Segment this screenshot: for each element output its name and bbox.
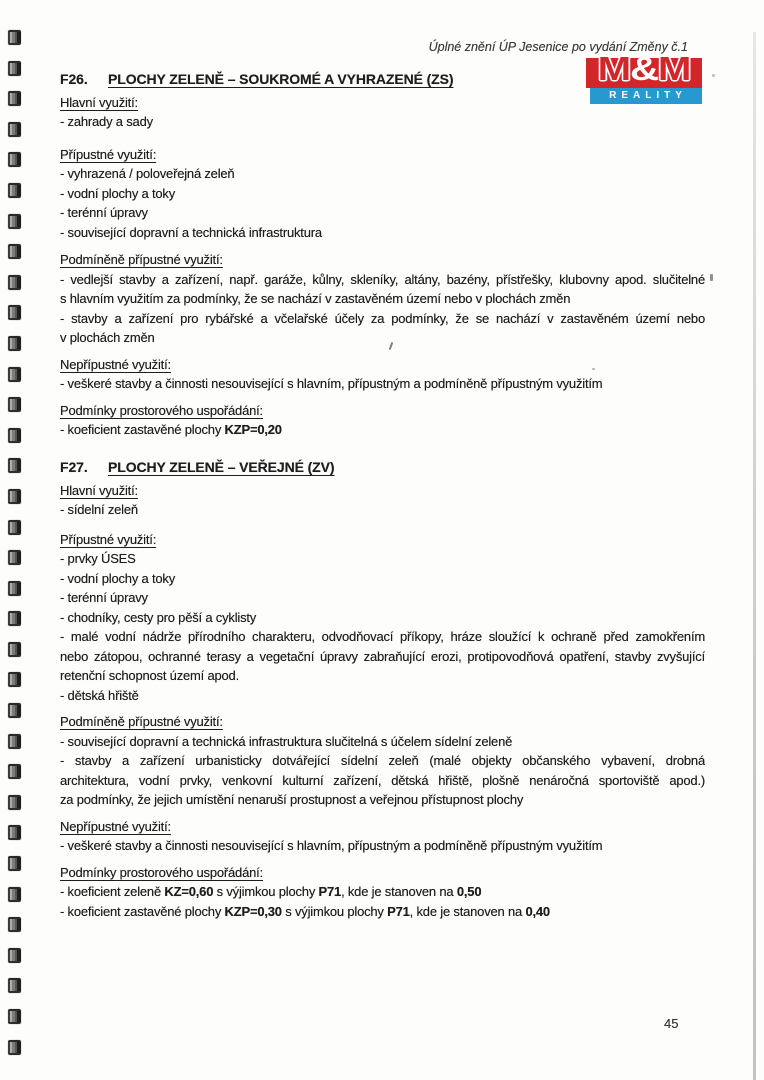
binding-mark [8,183,21,198]
list-item: - chodníky, cesty pro pěší a cyklisty [60,609,257,625]
paragraph-line: s hlavním využitím za podmínky, že se nachází v zastavěném území nebo v plochách změn [60,291,571,306]
paragraph-line: za podmínky, že jejich umístění nenaruší prostupnost a veřejnou přístupnost plochy [60,792,524,807]
group-hlavni-vyuziti [60,481,705,520]
logo-red-box [586,50,702,88]
binding-mark [8,214,21,229]
list-item: - související dopravní a technická infrastruktura slučitelná s účelem sídelní zeleně [60,733,513,749]
coefficient-line: - koeficient zeleně KZ=0,60 s výjimkou plochy P71, kde je stanoven na 0,50 [60,884,482,899]
binding-mark [8,917,21,932]
binding-mark [8,152,21,167]
binding-marks [8,30,21,1055]
group-label: Hlavní využití: [60,94,138,110]
scan-artifact [712,74,715,77]
binding-mark [8,611,21,626]
plocha-ref: P71 [387,903,410,919]
binding-mark [8,887,21,902]
paragraph-line: - malé vodní nádrže přírodního charakteru, odvodňovací příkopy, hráze sloužící k ochraně před zamokřením [60,629,705,644]
binding-mark [8,244,21,259]
paragraph-line: nebo zátopou, ochranné terasy a vegetační úpravy zabraňující erozi, protipovodňová opatření, stavby zvyšující [60,648,705,664]
binding-mark [8,1009,21,1024]
list-item: - veškeré stavby a činnosti nesouvisející s hlavním, přípustným a podmíněně přípustným využitím [60,376,603,391]
binding-mark [8,489,21,504]
group-podminene-pripustne [60,712,705,810]
binding-mark [8,1040,21,1055]
logo-reality-bar: REALITY [590,88,702,104]
binding-mark [8,275,21,290]
coefficient-line: - koeficient zastavěné plochy KZP=0,20 [60,422,282,437]
group-podminene-pripustne [60,250,705,348]
section-number: F27. [60,459,88,475]
binding-mark [8,856,21,871]
group-nepripustne [60,355,705,394]
group-label: Podmínky prostorového uspořádání: [60,864,263,880]
group-podminky-prostoroveho [60,401,705,440]
binding-mark [8,978,21,993]
group-pripustne-vyuziti [60,145,705,243]
kz-exception-value: 0,50 [456,884,482,899]
binding-mark [8,428,21,443]
header-note: Úplné znění ÚP Jesenice po vydání Změny č.1 [428,40,688,54]
list-item: - zahrady a sady [60,114,153,129]
list-item: - vodní plochy a toky [60,185,176,201]
list-item: - dětská hřiště [60,687,139,703]
group-label: Podmínky prostorového uspořádání: [60,402,263,418]
section-number: F26. [60,71,88,87]
section-title: PLOCHY ZELENĚ – VEŘEJNÉ (ZV) [108,459,335,475]
paragraph-line: - vedlejší stavby a zařízení, např. garáže, kůlny, skleníky, altány, bazény, přístřešky, klubovny apod. slučitelné [60,271,705,287]
group-label: Hlavní využití: [60,482,138,498]
plocha-ref: P71 [318,884,342,899]
binding-mark [8,581,21,596]
binding-mark [8,367,21,382]
binding-mark [8,825,21,840]
kz-value: KZ=0,60 [164,884,214,899]
kzp-value: KZP=0,20 [224,422,282,437]
coefficient-line: - koeficient zastavěné plochy KZP=0,30 s výjimkou plochy P71, kde je stanoven na 0,40 [60,903,550,919]
list-item: - veškeré stavby a činnosti nesouvisející s hlavním, přípustným a podmíněně přípustným využitím [60,838,603,853]
list-item: - sídelní zeleň [60,502,138,517]
mm-reality-logo [586,50,702,104]
binding-mark [8,764,21,779]
group-label: Nepřípustné využití: [60,356,171,372]
binding-mark [8,61,21,76]
binding-mark [8,672,21,687]
section-title: PLOCHY ZELENĚ – SOUKROMÉ A VYHRAZENÉ (ZS) [108,71,454,87]
binding-mark [8,520,21,535]
binding-mark [8,550,21,565]
group-podminky-prostoroveho [60,863,705,922]
paragraph-line: - stavby a zařízení urbanisticky dotvářející sídelní zeleň (malé objekty občanského vybavení, drobná [60,753,705,768]
kzp-exception-value: 0,40 [525,903,550,919]
binding-mark [8,642,21,657]
list-item: - vyhrazená / poloveřejná zeleň [60,166,235,181]
page-number: 45 [664,1016,679,1031]
group-nepripustne [60,817,705,856]
group-label: Podmíněně přípustné využití: [60,714,223,729]
binding-mark [8,122,21,137]
binding-mark [8,734,21,749]
paragraph-line: architektura, vodní prvky, venkovní kulturní zařízení, dětská hřiště, plošně nenáročná sportoviště apod.) [60,772,705,788]
paragraph-line: retenční schopnost území apod. [60,668,240,683]
section-f27 [60,458,705,921]
kzp-value: KZP=0,30 [224,903,282,919]
logo-mm-text: M&M [597,50,691,87]
list-item: - související dopravní a technická infrastruktura [60,224,322,240]
paragraph-line: v plochách změn [60,330,155,345]
binding-mark [8,30,21,45]
scan-artifact [710,274,713,281]
list-item: - terénní úpravy [60,205,148,220]
group-label: Podmíněně přípustné využití: [60,252,223,267]
section-heading [60,458,705,478]
group-label: Přípustné využití: [60,146,157,162]
binding-mark [8,703,21,718]
binding-mark [8,948,21,963]
group-pripustne-vyuziti [60,530,705,706]
binding-mark [8,305,21,320]
paragraph-line: - stavby a zařízení pro rybářské a včelařské účely za podmínky, že se nachází v zastavěném území nebo [60,310,705,326]
binding-mark [8,91,21,106]
group-label: Nepřípustné využití: [60,818,171,834]
scan-edge-line [753,32,756,1080]
group-label: Přípustné využití: [60,531,157,547]
binding-mark [8,795,21,810]
binding-mark [8,397,21,412]
binding-mark [8,458,21,473]
list-item: - prvky ÚSES [60,551,136,566]
list-item: - terénní úpravy [60,590,148,605]
list-item: - vodní plochy a toky [60,570,176,586]
section-f26 [60,70,705,440]
binding-mark [8,336,21,351]
